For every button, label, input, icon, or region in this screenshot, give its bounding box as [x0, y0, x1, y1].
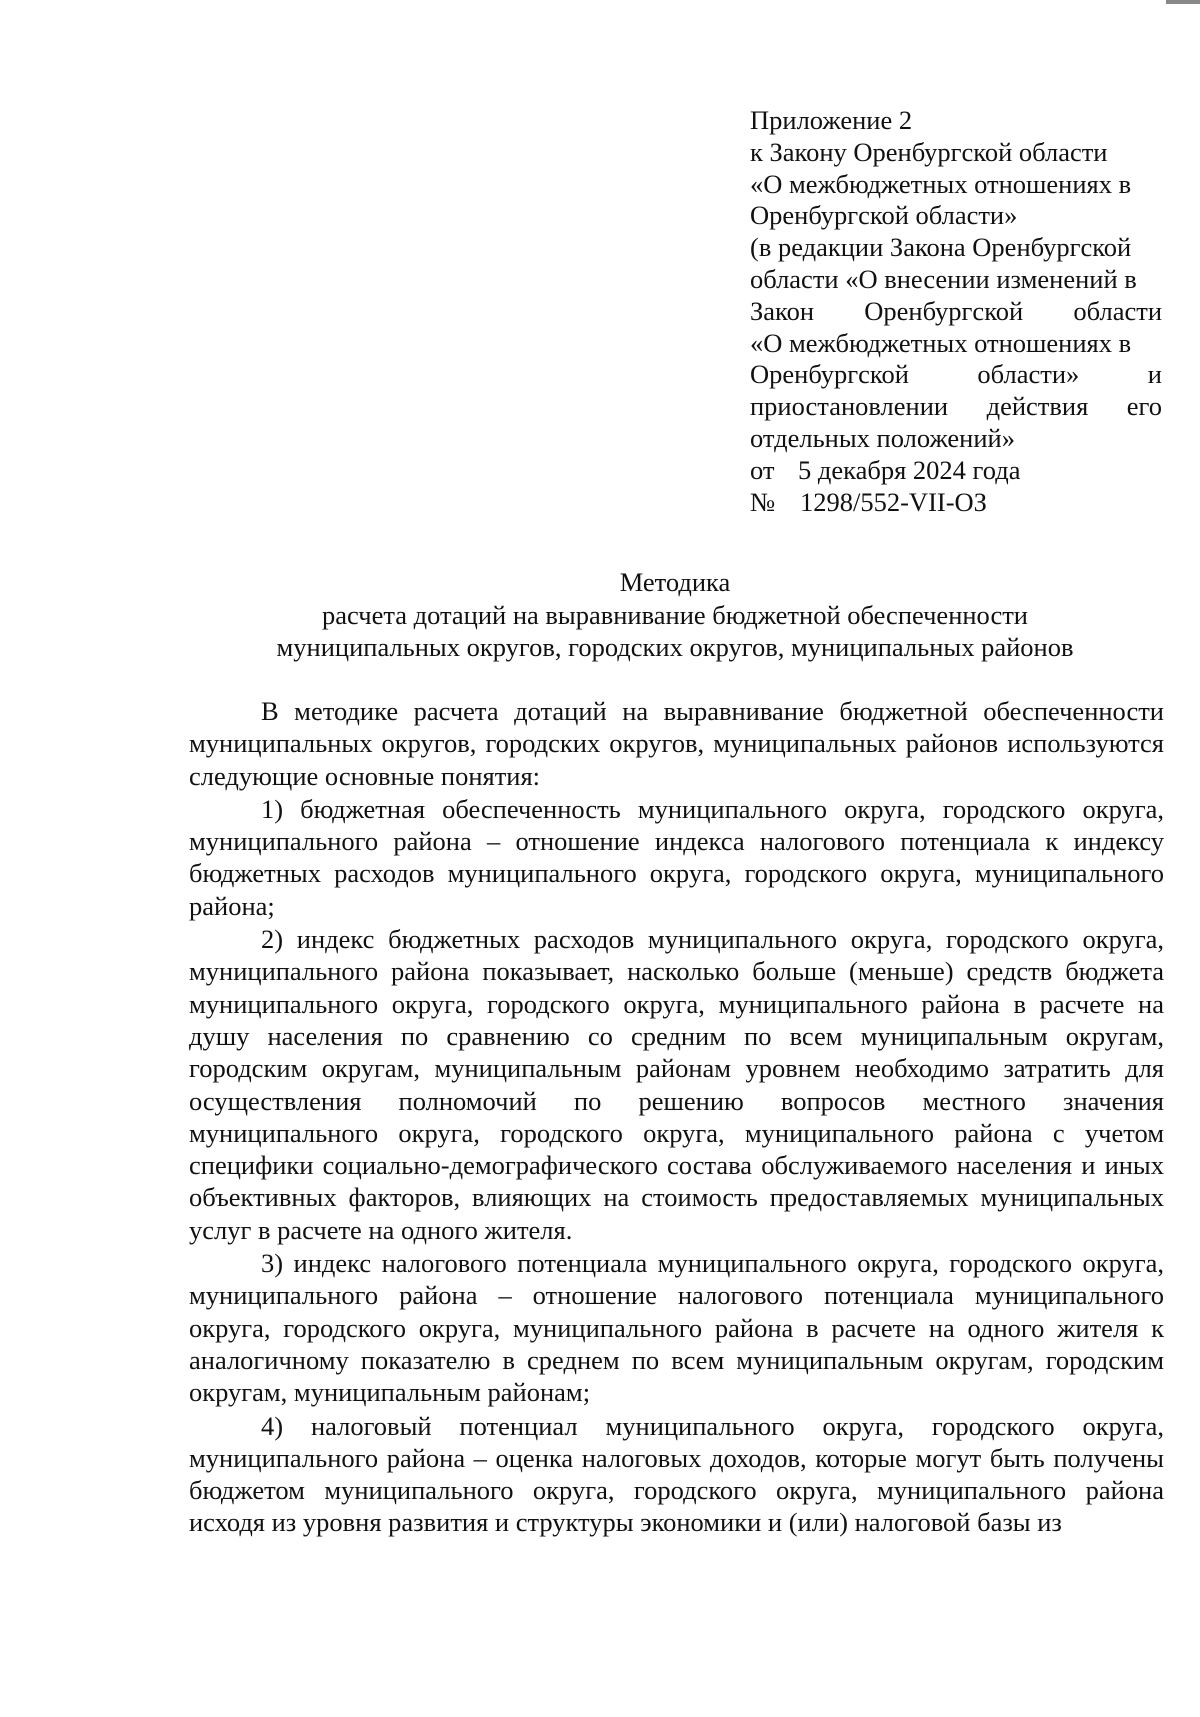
annex-title: Приложение 2: [750, 105, 913, 135]
document-body: [189, 695, 1164, 1539]
definition-item-1: 1) бюджетная обеспеченность муниципального округа, городского округа, муниципального района – отношение индекса налогового потенциала к индексу бюджетных расходов муниципального округа, городского округа, муниципального района;: [189, 793, 1164, 921]
heading-title: Методика: [619, 567, 731, 597]
annex-number-value: 1298/552-VII-ОЗ: [800, 486, 987, 517]
annex-line-7: «О межбюджетных отношениях в: [750, 327, 1132, 358]
annex-line-6: Закон Оренбургской области: [750, 295, 1162, 326]
definition-item-2: 2) индекс бюджетных расходов муниципального округа, городского округа, муниципального района показывает, насколько больше (меньше) средств бюджета муниципального округа, городского округа, муниципального района в расчете на душу населения по сравнению со средним по всем муниципальным округам, городским округам, муниципальным районам уровнем необходимо затратить для осуществления полномочий по решению вопросов местного значения муниципального округа, городского округа, муниципального района с учетом специфики социально-демографического состава обслуживаемого населения и иных объективных факторов, влияющих на стоимость предоставляемых муниципальных услуг в расчете на одного жителя.: [189, 924, 1164, 1245]
annex-number-label: №: [750, 486, 776, 517]
annex-header: [750, 105, 1162, 518]
annex-number-line: [750, 487, 1162, 519]
intro-paragraph: В методике расчета дотаций на выравнивание бюджетной обеспеченности муниципальных округов, городских округов, муниципальных районов используются следующие основные понятия:: [189, 696, 1164, 791]
annex-line-1: к Закону Оренбургской области: [750, 136, 1108, 167]
scan-corner-mark: [1166, 0, 1200, 4]
annex-line-9: приостановлении действия его: [750, 391, 1162, 422]
definition-item-4: 4) налоговый потенциал муниципального округа, городского округа, муниципального района – оценка налоговых доходов, которые могут быть получены бюджетом муниципального округа, городского округа, муниципального района исходя из уровня развития и структуры экономики и (или) налоговой базы из: [189, 1410, 1164, 1538]
document-heading: [130, 566, 1200, 664]
definition-item-3: 3) индекс налогового потенциала муниципального округа, городского округа, муниципального района – отношение налогового потенциала муниципального округа, городского округа, муниципального района в расчете на одного жителя к аналогичному показателю в среднем по всем муниципальным округам, городским округам, муниципальным районам;: [189, 1248, 1164, 1408]
annex-line-3: Оренбургской области»: [750, 200, 1018, 231]
annex-line-2: «О межбюджетных отношениях в: [750, 168, 1132, 199]
annex-date-line: [750, 455, 1162, 487]
annex-date-label: от: [750, 454, 775, 485]
heading-subtitle-line-1: расчета дотаций на выравнивание бюджетной обеспеченности: [322, 599, 1028, 630]
annex-line-5: области «О внесении изменений в: [750, 263, 1137, 294]
annex-line-10: отдельных положений»: [750, 422, 1015, 453]
annex-line-4: (в редакции Закона Оренбургской: [750, 232, 1132, 263]
annex-date-value: 5 декабря 2024 года: [798, 454, 1021, 485]
heading-subtitle-line-2: муниципальных округов, городских округов, муниципальных районов: [276, 632, 1074, 662]
annex-line-8: Оренбургской области» и: [750, 359, 1162, 390]
